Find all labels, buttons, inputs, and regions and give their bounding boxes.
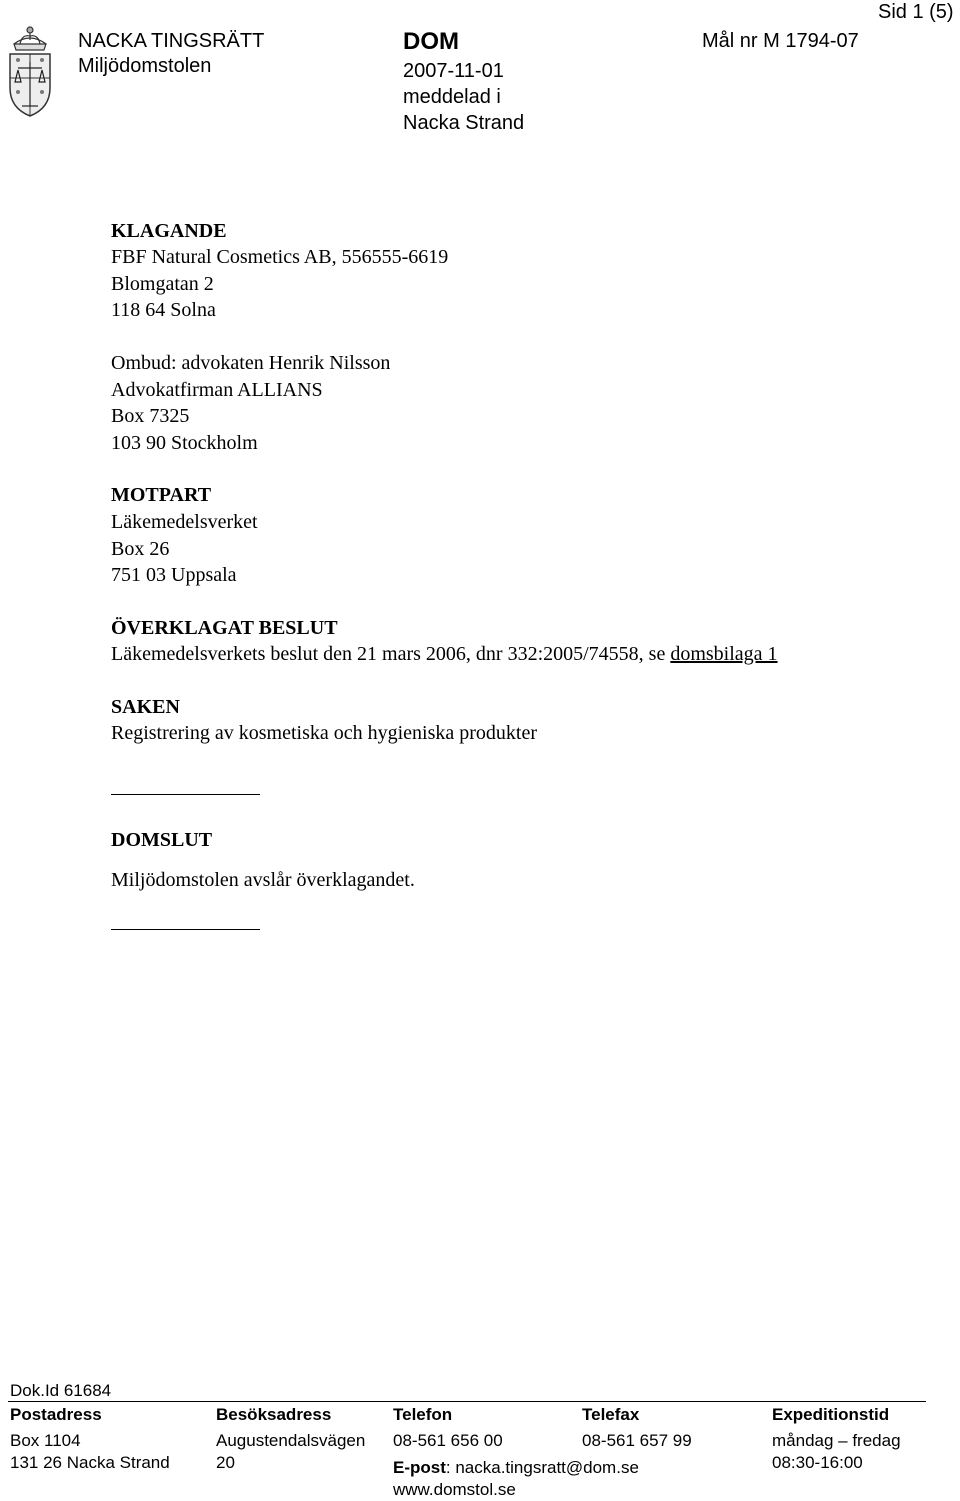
announced-line-1: meddelad i	[403, 86, 501, 108]
representative-address	[111, 350, 390, 456]
footer-rule	[8, 1401, 926, 1402]
appellant-line: 118 64 Solna	[111, 299, 216, 321]
court-department: Miljödomstolen	[78, 55, 212, 77]
document-id: Dok.Id 61684	[10, 1381, 112, 1400]
case-number: Mål nr M 1794-07	[702, 30, 859, 52]
appellant-heading: KLAGANDE	[111, 220, 227, 242]
footer-phone-number: 08-561 656 00	[393, 1431, 503, 1450]
coat-of-arms-icon	[2, 22, 58, 118]
court-coat-of-arms	[2, 22, 58, 118]
footer-heading-hours: Expeditionstid	[772, 1405, 890, 1424]
footer-email-label: E-post	[393, 1458, 446, 1477]
page-indicator: Sid 1 (5)	[878, 1, 954, 23]
footer-fax-number: 08-561 657 99	[582, 1431, 692, 1450]
footer-heading-phone: Telefon	[393, 1405, 453, 1424]
footer-visit-line: 20	[216, 1453, 235, 1472]
footer-heading-fax: Telefax	[582, 1405, 640, 1424]
footer-visit-line: Augustendalsvägen	[216, 1431, 366, 1450]
appealed-decision-text	[111, 641, 778, 668]
representative-line: Box 7325	[111, 405, 190, 427]
counterparty-line: Box 26	[111, 537, 170, 560]
counterparty-line: Läkemedelsverket	[111, 511, 258, 533]
separator-line	[111, 929, 260, 930]
counterparty-heading: MOTPART	[111, 484, 212, 506]
appellant-address	[111, 244, 448, 324]
representative-line: Ombud: advokaten Henrik Nilsson	[111, 352, 391, 374]
separator-line	[111, 794, 260, 795]
judgment-heading: DOMSLUT	[111, 829, 213, 851]
appellant-line: FBF Natural Cosmetics AB, 556555-6619	[111, 246, 449, 268]
footer-hours-line: 08:30-16:00	[772, 1453, 863, 1472]
announced-line-2: Nacka Strand	[403, 112, 525, 134]
appealed-decision-heading: ÖVERKLAGAT BESLUT	[111, 617, 338, 639]
footer-heading-postal: Postadress	[10, 1405, 102, 1424]
footer-email	[393, 1457, 639, 1479]
counterparty-address	[111, 509, 258, 589]
document-type: DOM	[403, 28, 459, 55]
representative-line: 103 90 Stockholm	[111, 431, 258, 454]
matter-text: Registrering av kosmetiska och hygieniska produkter	[111, 722, 538, 744]
footer-postal-line: Box 1104	[10, 1431, 81, 1450]
footer-heading-visit: Besöksadress	[216, 1405, 332, 1424]
matter-heading: SAKEN	[111, 696, 180, 718]
footer-website[interactable]: www.domstol.se	[393, 1480, 516, 1499]
footer-email-address[interactable]: : nacka.tingsratt@dom.se	[445, 1458, 639, 1477]
footer-postal-line: 131 26 Nacka Strand	[10, 1453, 170, 1472]
representative-line: Advokatfirman ALLIANS	[111, 378, 323, 401]
document-date: 2007-11-01	[403, 60, 504, 82]
judgment-text: Miljödomstolen avslår överklagandet.	[111, 869, 415, 891]
appellant-line: Blomgatan 2	[111, 272, 214, 295]
footer-hours-line: måndag – fredag	[772, 1431, 901, 1450]
appealed-decision-body: Läkemedelsverkets beslut den 21 mars 2006, dnr 332:2005/74558, se	[111, 643, 671, 665]
court-name: NACKA TINGSRÄTT	[78, 30, 265, 52]
appendix-link[interactable]: domsbilaga 1	[670, 643, 778, 665]
counterparty-line: 751 03 Uppsala	[111, 564, 237, 586]
